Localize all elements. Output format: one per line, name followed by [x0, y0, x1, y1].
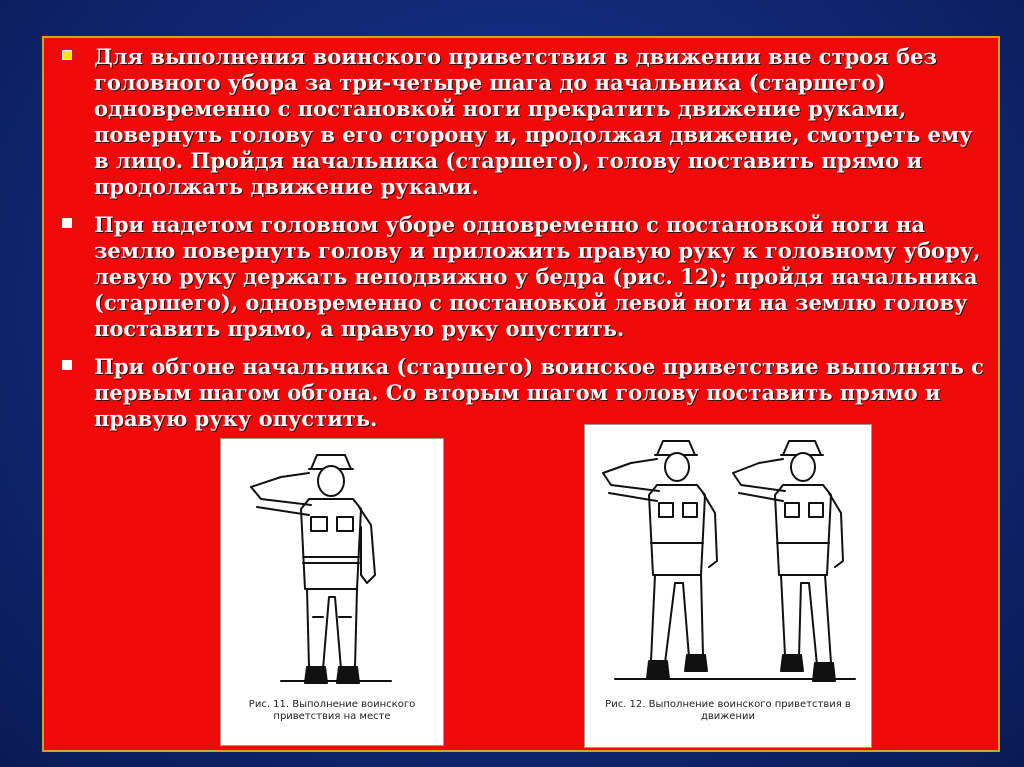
square-bullet-icon	[62, 218, 72, 228]
bullet-item	[58, 354, 988, 432]
bullet-text: При надетом головном уборе одновременно с постановкой ноги на землю повернуть голову и приложить правую руку к головному убору, левую руку держать неподвижно у бедра (рис. 12); пройдя начальника (старшего), одновременно с постановкой левой ноги на землю голову поставить прямо, а правую руку опустить.	[94, 212, 981, 341]
figure-caption: Рис. 11. Выполнение воинского приветствия на месте	[248, 699, 416, 722]
bullet-text: Для выполнения воинского приветствия в движении вне строя без головного убора за три-четыре шага до начальника (старшего) одновременно с постановкой ноги прекратить движение руками, повернуть голову в его сторону и, продолжая движение, смотреть ему в лицо. Пройдя начальника (старшего), голову поставить прямо и продолжать движение руками.	[94, 44, 973, 199]
figure-salute-standing	[220, 438, 444, 746]
saluting-soldier-illustration	[221, 447, 445, 697]
bullet-item	[58, 212, 988, 342]
saluting-soldier-illustration	[585, 433, 873, 703]
figure-caption: Рис. 12. Выполнение воинского приветствия в движении	[605, 699, 851, 722]
square-bullet-icon	[62, 50, 72, 60]
bullet-item	[58, 44, 988, 200]
slide-panel	[42, 36, 1000, 752]
bullet-text: При обгоне начальника (старшего) воинское приветствие выполнять с первым шагом обгона. Со вторым шагом голову поставить прямо и правую руку опустить.	[94, 354, 984, 431]
square-bullet-icon	[62, 360, 72, 370]
bullet-list	[58, 44, 988, 444]
figure-salute-marching	[584, 424, 872, 748]
